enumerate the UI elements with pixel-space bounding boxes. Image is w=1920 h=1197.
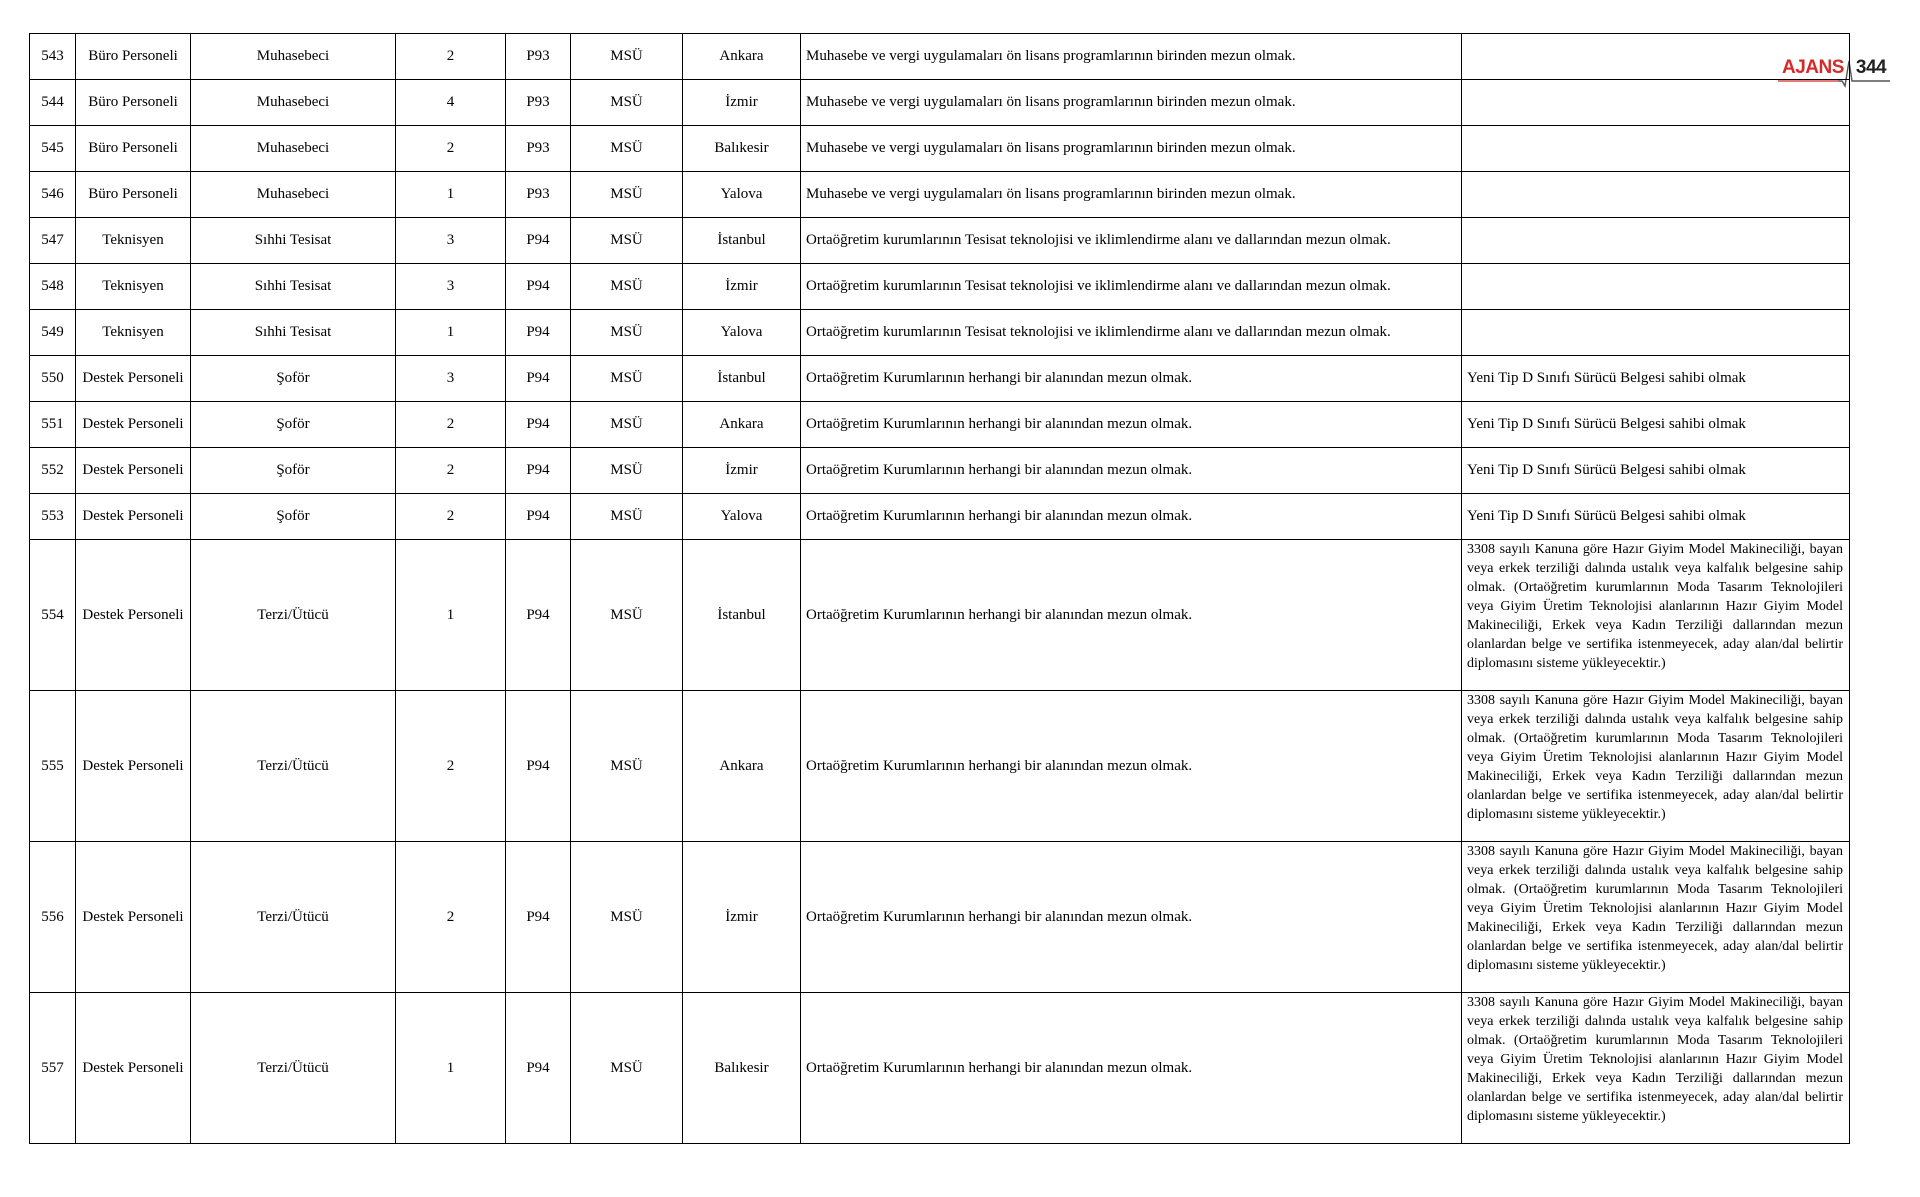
institution-cell: MSÜ <box>571 402 683 448</box>
extra-requirement-cell: 3308 sayılı Kanuna göre Hazır Giyim Model Makineciliği, bayan veya erkek terziliği dalında ustalık veya kalfalık belgesine sahip olmak. (Ortaöğretim kurumlarının Moda Tasarım Teknolojileri veya Giyim Üretim Teknolojisi alanlarının Hazır Giyim Model Makineciliği, Erkek veya Kadın Terziliği dallarından mezun olanlardan belge ve sertifika istenmeyecek, aday alan/dal belirtir diplomasını sisteme yükleyecektir.) <box>1462 540 1850 691</box>
table-row <box>30 691 1850 842</box>
quota-count-cell: 2 <box>396 126 506 172</box>
score-type-cell: P94 <box>506 494 571 540</box>
education-requirement-cell: Muhasebe ve vergi uygulamaları ön lisans programlarının birinden mezun olmak. <box>801 172 1462 218</box>
category-cell: Destek Personeli <box>76 691 191 842</box>
institution-cell: MSÜ <box>571 356 683 402</box>
city-cell: İstanbul <box>683 218 801 264</box>
table-row <box>30 494 1850 540</box>
city-cell: Yalova <box>683 494 801 540</box>
quota-count-cell: 1 <box>396 993 506 1144</box>
table-row <box>30 356 1850 402</box>
quota-count-cell: 3 <box>396 264 506 310</box>
position-title-cell: Şoför <box>191 356 396 402</box>
city-cell: İzmir <box>683 80 801 126</box>
table-row <box>30 218 1850 264</box>
extra-requirement-cell: Yeni Tip D Sınıfı Sürücü Belgesi sahibi olmak <box>1462 494 1850 540</box>
extra-requirement-cell <box>1462 34 1850 80</box>
row-number-cell: 543 <box>30 34 76 80</box>
institution-cell: MSÜ <box>571 80 683 126</box>
education-requirement-cell: Ortaöğretim Kurumlarının herhangi bir alanından mezun olmak. <box>801 356 1462 402</box>
row-number-cell: 550 <box>30 356 76 402</box>
position-title-cell: Şoför <box>191 494 396 540</box>
category-cell: Destek Personeli <box>76 993 191 1144</box>
score-type-cell: P94 <box>506 993 571 1144</box>
table-row <box>30 540 1850 691</box>
category-cell: Büro Personeli <box>76 34 191 80</box>
education-requirement-cell: Ortaöğretim kurumlarının Tesisat teknolojisi ve iklimlendirme alanı ve dallarından mezun olmak. <box>801 264 1462 310</box>
logo-text-344: 344 <box>1855 57 1887 78</box>
education-requirement-cell: Ortaöğretim Kurumlarının herhangi bir alanından mezun olmak. <box>801 402 1462 448</box>
institution-cell: MSÜ <box>571 993 683 1144</box>
table-row <box>30 34 1850 80</box>
education-requirement-cell: Ortaöğretim kurumlarının Tesisat teknolojisi ve iklimlendirme alanı ve dallarından mezun olmak. <box>801 310 1462 356</box>
score-type-cell: P93 <box>506 126 571 172</box>
score-type-cell: P94 <box>506 310 571 356</box>
education-requirement-cell: Ortaöğretim Kurumlarının herhangi bir alanından mezun olmak. <box>801 842 1462 993</box>
education-requirement-cell: Muhasebe ve vergi uygulamaları ön lisans programlarının birinden mezun olmak. <box>801 126 1462 172</box>
quota-count-cell: 3 <box>396 218 506 264</box>
position-title-cell: Şoför <box>191 402 396 448</box>
row-number-cell: 545 <box>30 126 76 172</box>
institution-cell: MSÜ <box>571 540 683 691</box>
category-cell: Teknisyen <box>76 218 191 264</box>
extra-requirement-cell: Yeni Tip D Sınıfı Sürücü Belgesi sahibi olmak <box>1462 448 1850 494</box>
category-cell: Destek Personeli <box>76 448 191 494</box>
position-title-cell: Terzi/Ütücü <box>191 691 396 842</box>
institution-cell: MSÜ <box>571 691 683 842</box>
institution-cell: MSÜ <box>571 494 683 540</box>
institution-cell: MSÜ <box>571 172 683 218</box>
table-row <box>30 264 1850 310</box>
category-cell: Büro Personeli <box>76 172 191 218</box>
city-cell: İstanbul <box>683 356 801 402</box>
education-requirement-cell: Ortaöğretim Kurumlarının herhangi bir alanından mezun olmak. <box>801 448 1462 494</box>
table-row <box>30 172 1850 218</box>
row-number-cell: 552 <box>30 448 76 494</box>
table-row <box>30 402 1850 448</box>
extra-requirement-cell <box>1462 310 1850 356</box>
category-cell: Destek Personeli <box>76 494 191 540</box>
extra-requirement-cell: Yeni Tip D Sınıfı Sürücü Belgesi sahibi olmak <box>1462 402 1850 448</box>
city-cell: Balıkesir <box>683 126 801 172</box>
extra-requirement-cell <box>1462 218 1850 264</box>
extra-requirement-cell: 3308 sayılı Kanuna göre Hazır Giyim Model Makineciliği, bayan veya erkek terziliği dalında ustalık veya kalfalık belgesine sahip olmak. (Ortaöğretim kurumlarının Moda Tasarım Teknolojileri veya Giyim Üretim Teknolojisi alanlarının Hazır Giyim Model Makineciliği, Erkek veya Kadın Terziliği dallarından mezun olanlardan belge ve sertifika istenmeyecek, aday alan/dal belirtir diplomasını sisteme yükleyecektir.) <box>1462 691 1850 842</box>
quota-count-cell: 2 <box>396 34 506 80</box>
city-cell: Yalova <box>683 172 801 218</box>
quota-count-cell: 1 <box>396 172 506 218</box>
city-cell: Ankara <box>683 34 801 80</box>
institution-cell: MSÜ <box>571 34 683 80</box>
table-row <box>30 310 1850 356</box>
score-type-cell: P94 <box>506 402 571 448</box>
education-requirement-cell: Ortaöğretim Kurumlarının herhangi bir alanından mezun olmak. <box>801 691 1462 842</box>
score-type-cell: P94 <box>506 218 571 264</box>
category-cell: Teknisyen <box>76 310 191 356</box>
position-title-cell: Sıhhi Tesisat <box>191 264 396 310</box>
position-title-cell: Sıhhi Tesisat <box>191 310 396 356</box>
category-cell: Büro Personeli <box>76 126 191 172</box>
row-number-cell: 554 <box>30 540 76 691</box>
extra-requirement-cell <box>1462 126 1850 172</box>
quota-count-cell: 1 <box>396 310 506 356</box>
score-type-cell: P94 <box>506 691 571 842</box>
category-cell: Büro Personeli <box>76 80 191 126</box>
position-title-cell: Muhasebeci <box>191 126 396 172</box>
row-number-cell: 548 <box>30 264 76 310</box>
extra-requirement-cell <box>1462 264 1850 310</box>
city-cell: İzmir <box>683 448 801 494</box>
row-number-cell: 549 <box>30 310 76 356</box>
city-cell: Ankara <box>683 402 801 448</box>
row-number-cell: 551 <box>30 402 76 448</box>
category-cell: Destek Personeli <box>76 402 191 448</box>
extra-requirement-cell <box>1462 80 1850 126</box>
extra-requirement-cell: 3308 sayılı Kanuna göre Hazır Giyim Model Makineciliği, bayan veya erkek terziliği dalında ustalık veya kalfalık belgesine sahip olmak. (Ortaöğretim kurumlarının Moda Tasarım Teknolojileri veya Giyim Üretim Teknolojisi alanlarının Hazır Giyim Model Makineciliği, Erkek veya Kadın Terziliği dallarından mezun olanlardan belge ve sertifika istenmeyecek, aday alan/dal belirtir diplomasını sisteme yükleyecektir.) <box>1462 993 1850 1144</box>
city-cell: İstanbul <box>683 540 801 691</box>
category-cell: Destek Personeli <box>76 842 191 993</box>
quota-count-cell: 3 <box>396 356 506 402</box>
quota-count-cell: 2 <box>396 494 506 540</box>
score-type-cell: P94 <box>506 264 571 310</box>
row-number-cell: 544 <box>30 80 76 126</box>
institution-cell: MSÜ <box>571 842 683 993</box>
table-row <box>30 448 1850 494</box>
score-type-cell: P93 <box>506 80 571 126</box>
institution-cell: MSÜ <box>571 264 683 310</box>
quota-count-cell: 2 <box>396 402 506 448</box>
score-type-cell: P93 <box>506 34 571 80</box>
extra-requirement-cell: Yeni Tip D Sınıfı Sürücü Belgesi sahibi olmak <box>1462 356 1850 402</box>
education-requirement-cell: Ortaöğretim Kurumlarının herhangi bir alanından mezun olmak. <box>801 540 1462 691</box>
table-row <box>30 842 1850 993</box>
city-cell: İzmir <box>683 264 801 310</box>
city-cell: İzmir <box>683 842 801 993</box>
education-requirement-cell: Ortaöğretim kurumlarının Tesisat teknolojisi ve iklimlendirme alanı ve dallarından mezun olmak. <box>801 218 1462 264</box>
position-title-cell: Muhasebeci <box>191 34 396 80</box>
quota-count-cell: 2 <box>396 842 506 993</box>
quota-count-cell: 2 <box>396 691 506 842</box>
institution-cell: MSÜ <box>571 126 683 172</box>
education-requirement-cell: Muhasebe ve vergi uygulamaları ön lisans programlarının birinden mezun olmak. <box>801 80 1462 126</box>
position-title-cell: Terzi/Ütücü <box>191 540 396 691</box>
score-type-cell: P94 <box>506 540 571 691</box>
row-number-cell: 557 <box>30 993 76 1144</box>
quota-count-cell: 4 <box>396 80 506 126</box>
extra-requirement-cell <box>1462 172 1850 218</box>
score-type-cell: P94 <box>506 448 571 494</box>
score-type-cell: P93 <box>506 172 571 218</box>
positions-table <box>29 33 1850 1144</box>
logo-text-ajans: AJANS <box>1782 57 1844 78</box>
table-row <box>30 993 1850 1144</box>
position-title-cell: Terzi/Ütücü <box>191 993 396 1144</box>
extra-requirement-cell: 3308 sayılı Kanuna göre Hazır Giyim Model Makineciliği, bayan veya erkek terziliği dalında ustalık veya kalfalık belgesine sahip olmak. (Ortaöğretim kurumlarının Moda Tasarım Teknolojileri veya Giyim Üretim Teknolojisi alanlarının Hazır Giyim Model Makineciliği, Erkek veya Kadın Terziliği dallarından mezun olanlardan belge ve sertifika istenmeyecek, aday alan/dal belirtir diplomasını sisteme yükleyecektir.) <box>1462 842 1850 993</box>
table-row <box>30 80 1850 126</box>
score-type-cell: P94 <box>506 842 571 993</box>
education-requirement-cell: Ortaöğretim Kurumlarının herhangi bir alanından mezun olmak. <box>801 993 1462 1144</box>
city-cell: Ankara <box>683 691 801 842</box>
category-cell: Destek Personeli <box>76 356 191 402</box>
category-cell: Destek Personeli <box>76 540 191 691</box>
quota-count-cell: 2 <box>396 448 506 494</box>
position-title-cell: Sıhhi Tesisat <box>191 218 396 264</box>
row-number-cell: 556 <box>30 842 76 993</box>
institution-cell: MSÜ <box>571 218 683 264</box>
row-number-cell: 547 <box>30 218 76 264</box>
city-cell: Yalova <box>683 310 801 356</box>
position-title-cell: Muhasebeci <box>191 172 396 218</box>
education-requirement-cell: Muhasebe ve vergi uygulamaları ön lisans programlarının birinden mezun olmak. <box>801 34 1462 80</box>
score-type-cell: P94 <box>506 356 571 402</box>
table-row <box>30 126 1850 172</box>
row-number-cell: 553 <box>30 494 76 540</box>
institution-cell: MSÜ <box>571 310 683 356</box>
quota-count-cell: 1 <box>396 540 506 691</box>
row-number-cell: 546 <box>30 172 76 218</box>
position-title-cell: Muhasebeci <box>191 80 396 126</box>
category-cell: Teknisyen <box>76 264 191 310</box>
education-requirement-cell: Ortaöğretim Kurumlarının herhangi bir alanından mezun olmak. <box>801 494 1462 540</box>
city-cell: Balıkesir <box>683 993 801 1144</box>
position-title-cell: Terzi/Ütücü <box>191 842 396 993</box>
row-number-cell: 555 <box>30 691 76 842</box>
institution-cell: MSÜ <box>571 448 683 494</box>
position-title-cell: Şoför <box>191 448 396 494</box>
